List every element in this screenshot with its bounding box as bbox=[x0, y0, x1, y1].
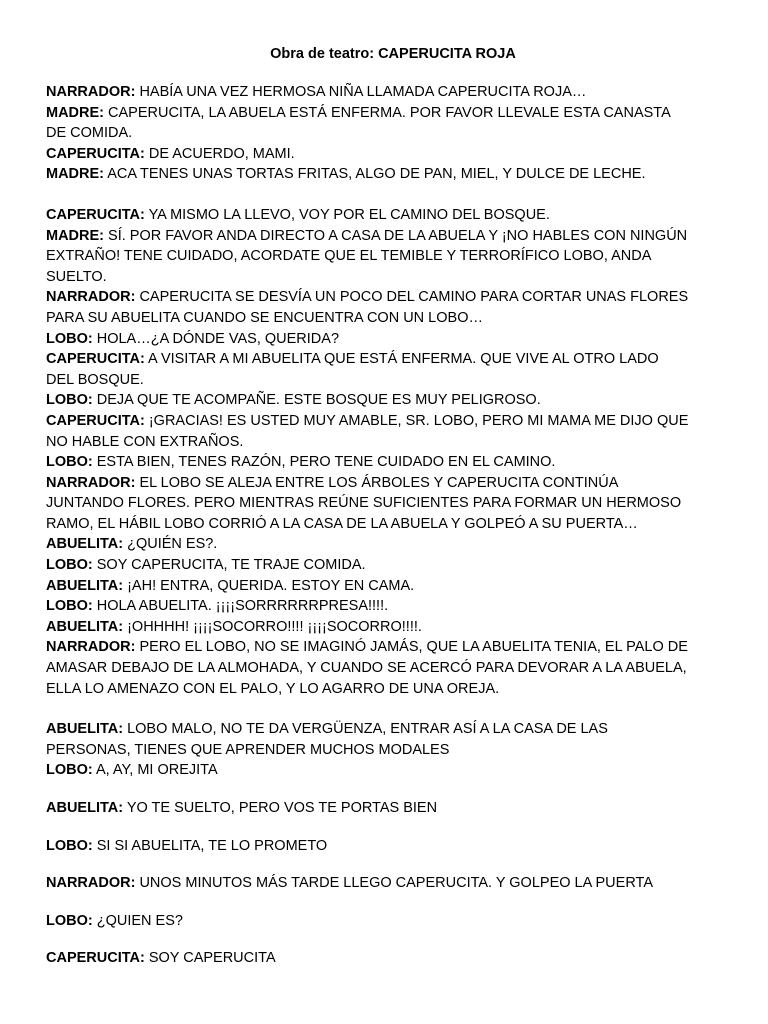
line-text: DE COMIDA. bbox=[46, 125, 133, 142]
speaker-label: LOBO: bbox=[46, 912, 93, 929]
speaker-label: CAPERUCITA: bbox=[46, 145, 145, 162]
speaker-label: LOBO: bbox=[46, 837, 93, 854]
line-text: YA MISMO LA LLEVO, VOY POR EL CAMINO DEL BOSQUE. bbox=[144, 206, 550, 223]
speaker-label: CAPERUCITA: bbox=[46, 351, 145, 368]
line-text: AMASAR DEBAJO DE LA ALMOHADA, Y CUANDO SE ACERCÓ PARA DEVORAR A LA ABUELA, bbox=[46, 660, 687, 677]
line-text: JUNTANDO FLORES. PERO MIENTRAS REÚNE SUFICIENTES PARA FORMAR UN HERMOSO bbox=[46, 495, 682, 512]
script-line bbox=[46, 103, 728, 124]
script-line bbox=[46, 948, 728, 969]
line-text: ESTA BIEN, TENES RAZÓN, PERO TENE CUIDADO EN EL CAMINO. bbox=[92, 454, 556, 471]
speaker-label: CAPERUCITA: bbox=[46, 412, 145, 429]
speaker-label: NARRADOR: bbox=[46, 639, 136, 656]
speaker-label: ABUELITA: bbox=[46, 577, 124, 594]
line-text: HOLA…¿A DÓNDE VAS, QUERIDA? bbox=[92, 330, 340, 347]
script-line bbox=[46, 873, 728, 894]
line-text: ELLA LO AMENAZO CON EL PALO, Y LO AGARRO DE UNA OREJA. bbox=[46, 680, 500, 697]
script-line bbox=[46, 534, 728, 555]
line-text: SÍ. POR FAVOR ANDA DIRECTO A CASA DE LA ABUELA Y ¡NO HABLES CON NINGÚN bbox=[104, 227, 688, 244]
script-line bbox=[46, 617, 728, 638]
line-text: CAPERUCITA, LA ABUELA ESTÁ ENFERMA. POR FAVOR LLEVALE ESTA CANASTA bbox=[104, 104, 671, 121]
script-line bbox=[46, 205, 728, 226]
script-line bbox=[46, 267, 728, 288]
speaker-label: ABUELITA: bbox=[46, 536, 124, 553]
speaker-label: NARRADOR: bbox=[46, 474, 136, 491]
script-line bbox=[46, 349, 728, 370]
script-line bbox=[46, 308, 728, 329]
script-line bbox=[46, 514, 728, 535]
speaker-label: LOBO: bbox=[46, 392, 93, 409]
script-line bbox=[46, 760, 728, 781]
speaker-label: ABUELITA: bbox=[46, 618, 124, 635]
line-text: SI SI ABUELITA, TE LO PROMETO bbox=[92, 837, 328, 854]
script-line bbox=[46, 370, 728, 391]
speaker-label: NARRADOR: bbox=[46, 875, 136, 892]
document-title: Obra de teatro: CAPERUCITA ROJA bbox=[270, 46, 516, 62]
script-line bbox=[46, 452, 728, 473]
speaker-label: CAPERUCITA: bbox=[46, 950, 145, 967]
line-text: NO HABLE CON EXTRAÑOS. bbox=[46, 433, 244, 450]
line-text: LOBO MALO, NO TE DA VERGÜENZA, ENTRAR ASÍ A LA CASA DE LAS bbox=[123, 721, 608, 738]
line-text: RAMO, EL HÁBIL LOBO CORRIÓ A LA CASA DE LA ABUELA Y GOLPEÓ A SU PUERTA… bbox=[46, 515, 638, 532]
speaker-label: LOBO: bbox=[46, 557, 93, 574]
line-text: ¡AH! ENTRA, QUERIDA. ESTOY EN CAMA. bbox=[123, 577, 415, 594]
speaker-label: NARRADOR: bbox=[46, 289, 136, 306]
script-line bbox=[46, 164, 728, 185]
line-text: EXTRAÑO! TENE CUIDADO, ACORDATE QUE EL TEMIBLE Y TERRORÍFICO LOBO, ANDA bbox=[46, 248, 652, 265]
script-line bbox=[46, 226, 728, 247]
line-text: ¡OHHHH! ¡¡¡¡SOCORRO!!!! ¡¡¡¡SOCORRO!!!!. bbox=[123, 618, 422, 635]
script-line bbox=[46, 144, 728, 165]
script-body bbox=[46, 82, 728, 969]
script-line bbox=[46, 246, 728, 267]
line-text: DEJA QUE TE ACOMPAÑE. ESTE BOSQUE ES MUY PELIGROSO. bbox=[92, 392, 541, 409]
line-text: HABÍA UNA VEZ HERMOSA NIÑA LLAMADA CAPERUCITA ROJA… bbox=[135, 84, 587, 100]
line-text: SOY CAPERUCITA, TE TRAJE COMIDA. bbox=[92, 557, 366, 574]
script-line bbox=[46, 390, 728, 411]
script-line bbox=[46, 637, 728, 658]
script-line bbox=[46, 411, 728, 432]
script-line bbox=[46, 836, 728, 857]
line-text: HOLA ABUELITA. ¡¡¡¡SORRRRRRPRESA!!!!. bbox=[92, 598, 389, 615]
line-text: DE ACUERDO, MAMI. bbox=[144, 145, 295, 162]
script-line bbox=[46, 432, 728, 453]
line-text: PARA SU ABUELITA CUANDO SE ENCUENTRA CON UN LOBO… bbox=[46, 309, 483, 326]
speaker-label: MADRE: bbox=[46, 227, 104, 244]
line-text: ¿QUIÉN ES?. bbox=[123, 536, 218, 553]
script-line bbox=[46, 473, 728, 494]
speaker-label: NARRADOR: bbox=[46, 84, 136, 100]
speaker-label: MADRE: bbox=[46, 104, 104, 121]
line-text: YO TE SUELTO, PERO VOS TE PORTAS BIEN bbox=[123, 800, 438, 816]
line-text: ACA TENES UNAS TORTAS FRITAS, ALGO DE PAN, MIEL, Y DULCE DE LECHE. bbox=[104, 166, 646, 183]
speaker-label: CAPERUCITA: bbox=[46, 206, 145, 223]
line-text: ¡GRACIAS! ES USTED MUY AMABLE, SR. LOBO, PERO MI MAMA ME DIJO QUE bbox=[144, 412, 689, 429]
script-line bbox=[46, 719, 728, 740]
script-line bbox=[46, 576, 728, 597]
script-line bbox=[46, 798, 728, 819]
speaker-label: LOBO: bbox=[46, 598, 93, 615]
line-text: PERO EL LOBO, NO SE IMAGINÓ JAMÁS, QUE LA ABUELITA TENIA, EL PALO DE bbox=[135, 639, 688, 656]
line-text: ¿QUIEN ES? bbox=[92, 912, 183, 929]
script-line bbox=[46, 658, 728, 679]
line-text: CAPERUCITA SE DESVÍA UN POCO DEL CAMINO PARA CORTAR UNAS FLORES bbox=[135, 289, 689, 306]
speaker-label: ABUELITA: bbox=[46, 800, 124, 816]
speaker-label: LOBO: bbox=[46, 454, 93, 471]
line-text: EL LOBO SE ALEJA ENTRE LOS ÁRBOLES Y CAPERUCITA CONTINÚA bbox=[135, 474, 619, 491]
script-line bbox=[46, 329, 728, 350]
script-line bbox=[46, 555, 728, 576]
speaker-label: LOBO: bbox=[46, 762, 93, 779]
speaker-label: LOBO: bbox=[46, 330, 93, 347]
script-line bbox=[46, 493, 728, 514]
script-line bbox=[46, 911, 728, 932]
script-line bbox=[46, 123, 728, 144]
script-line bbox=[46, 287, 728, 308]
script-line bbox=[46, 740, 728, 761]
script-line bbox=[46, 596, 728, 617]
line-text: SUELTO. bbox=[46, 268, 107, 285]
speaker-label: ABUELITA: bbox=[46, 721, 124, 738]
line-text: SOY CAPERUCITA bbox=[144, 950, 276, 967]
line-text: UNOS MINUTOS MÁS TARDE LLEGO CAPERUCITA. Y GOLPEO LA PUERTA bbox=[135, 875, 653, 892]
line-text: PERSONAS, TIENES QUE APRENDER MUCHOS MODALES bbox=[46, 741, 450, 758]
line-text: A VISITAR A MI ABUELITA QUE ESTÁ ENFERMA. QUE VIVE AL OTRO LADO bbox=[144, 351, 659, 368]
line-text: DEL BOSQUE. bbox=[46, 371, 144, 388]
speaker-label: MADRE: bbox=[46, 166, 104, 183]
script-line bbox=[46, 679, 728, 700]
line-text: A, AY, MI OREJITA bbox=[92, 762, 218, 779]
script-line bbox=[46, 82, 728, 103]
